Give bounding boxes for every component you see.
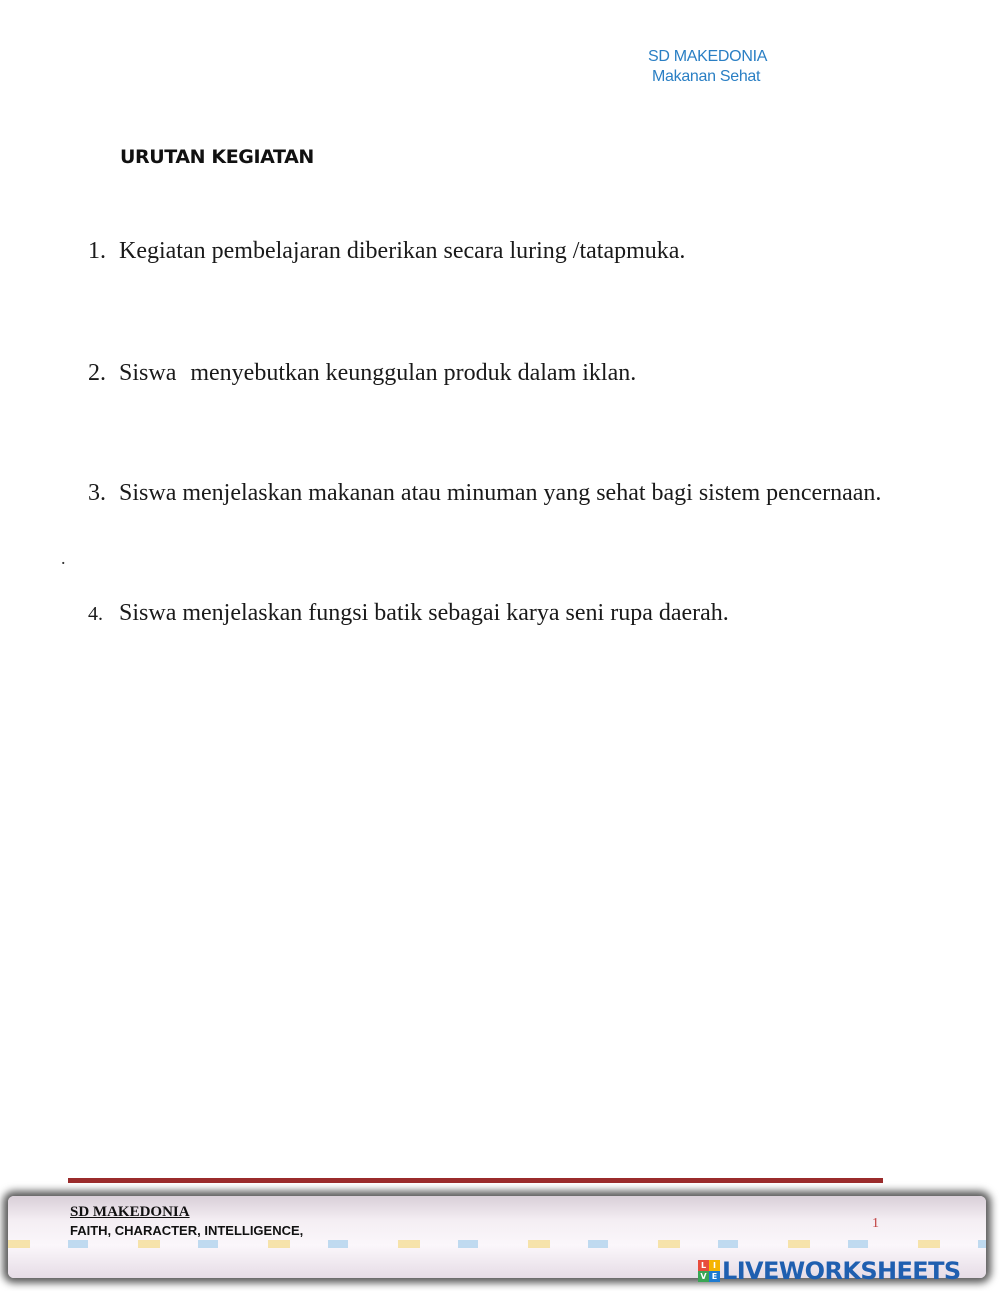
footer-school-name: SD MAKEDONIA bbox=[70, 1204, 190, 1220]
list-item-text-end: menyebutkan keunggulan produk dalam iklan. bbox=[190, 360, 637, 386]
list-item bbox=[88, 600, 729, 627]
list-item-text: Siswa menjelaskan makanan atau minuman yang sehat bagi sistem pencernaan. bbox=[119, 480, 882, 506]
list-item-text: Siswa menjelaskan fungsi batik sebagai karya seni rupa daerah. bbox=[119, 600, 729, 626]
footer-motto: FAITH, CHARACTER, INTELLIGENCE, bbox=[70, 1223, 304, 1238]
list-item bbox=[88, 480, 881, 507]
list-item-number: 2. bbox=[88, 360, 106, 386]
list-item-number: 4. bbox=[88, 603, 103, 625]
list-item-text: Kegiatan pembelajaran diberikan secara luring /tatapmuka. bbox=[119, 238, 686, 264]
page-number: 1 bbox=[872, 1216, 879, 1231]
list-item bbox=[88, 238, 685, 265]
liveworksheets-logo-icon: L I V E bbox=[698, 1260, 720, 1282]
header-subject: Makanan Sehat bbox=[652, 68, 761, 85]
footer-divider bbox=[68, 1178, 883, 1183]
stray-mark: . bbox=[61, 548, 66, 568]
list-item-text-start: Siswa bbox=[119, 360, 177, 386]
section-title: URUTAN KEGIATAN bbox=[120, 146, 314, 168]
liveworksheets-brand bbox=[698, 1257, 961, 1285]
list-item bbox=[88, 360, 636, 387]
header-school-name: SD MAKEDONIA bbox=[648, 48, 768, 65]
list-item-number: 3. bbox=[88, 480, 106, 506]
list-item-number: 1. bbox=[88, 238, 106, 264]
brand-text: LIVEWORKSHEETS bbox=[722, 1257, 961, 1285]
